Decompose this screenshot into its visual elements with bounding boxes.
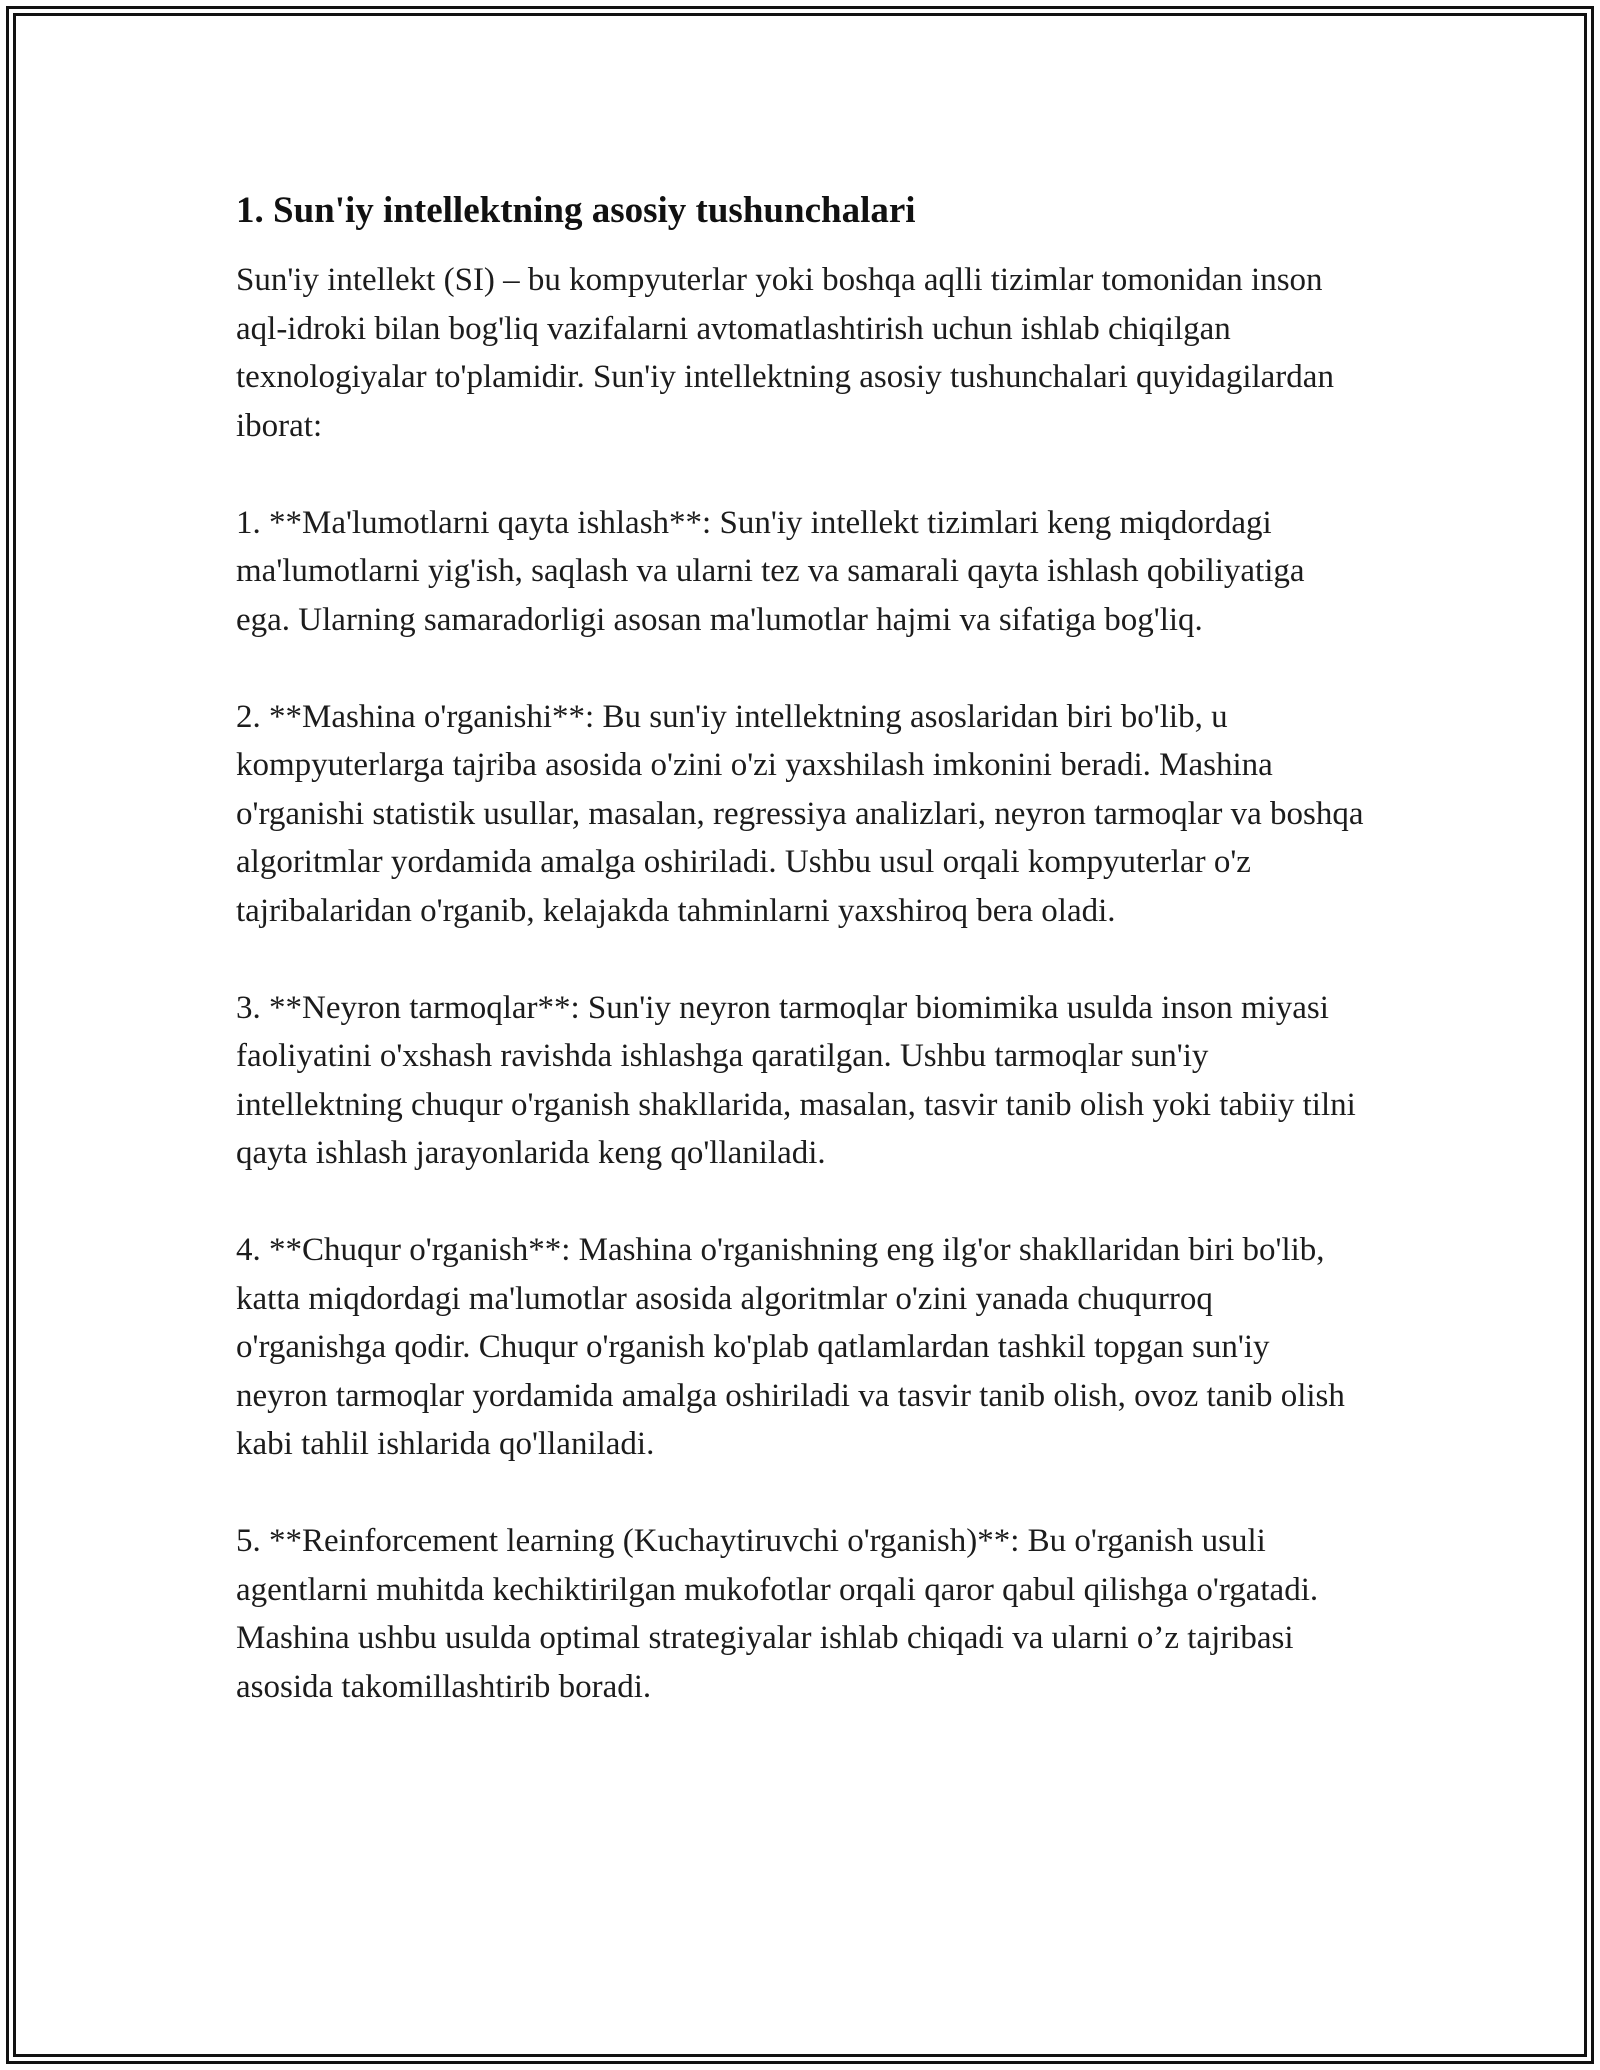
intro-paragraph: Sun'iy intellekt (SI) – bu kompyuterlar yoki boshqa aqlli tizimlar tomonidan inson aql-idroki bilan bog'liq vazifalarni avtomatlashtirish uchun ishlab chiqilgan texnologiyalar to'plamidir. Sun'iy intellektning asosiy tushunchalari quyidagilardan iborat: — [236, 262, 1334, 444]
document-body — [236, 186, 1366, 1711]
list-item: 5. **Reinforcement learning (Kuchaytiruvchi o'rganish)**: Bu o'rganish usuli agentlarni muhitda kechiktirilgan mukofotlar orqali qaror qabul qilishga o'rgatadi. Mashina ushbu usulda optimal strategiyalar ishlab chiqadi va ularni o’z tajribasi asosida takomillashtirib boradi. — [236, 1523, 1319, 1705]
list-item: 1. **Ma'lumotlarni qayta ishlash**: Sun'iy intellekt tizimlari keng miqdordagi ma'lumotlarni yig'ish, saqlash va ularni tez va samarali qayta ishlash qobiliyatiga ega. Ularning samaradorligi asosan ma'lumotlar hajmi va sifatiga bog'liq. — [236, 504, 1305, 638]
list-item: 4. **Chuqur o'rganish**: Mashina o'rganishning eng ilg'or shakllaridan biri bo'lib, katta miqdordagi ma'lumotlar asosida algoritmlar o'zini yanada chuqurroq o'rganishga qodir. Chuqur o'rganish ko'plab qatlamlardan tashkil topgan sun'iy neyron tarmoqlar yordamida amalga oshiriladi va tasvir tanib olish, ovoz tanib olish kabi tahlil ishlarida qo'llaniladi. — [236, 1232, 1345, 1462]
section-title: 1. Sun'iy intellektning asosiy tushunchalari — [236, 190, 916, 231]
list-item: 3. **Neyron tarmoqlar**: Sun'iy neyron tarmoqlar biomimika usulda inson miyasi faoliyatini o'xshash ravishda ishlashga qaratilgan. Ushbu tarmoqlar sun'iy intellektning chuqur o'rganish shakllarida, masalan, tasvir tanib olish yoki tabiiy tilni qayta ishlash jarayonlarida keng qo'llaniladi. — [236, 989, 1356, 1171]
list-item: 2. **Mashina o'rganishi**: Bu sun'iy intellektning asoslaridan biri bo'lib, u kompyuterlarga tajriba asosida o'zini o'zi yaxshilash imkonini beradi. Mashina o'rganishi statistik usullar, masalan, regressiya analizlari, neyron tarmoqlar va boshqa algoritmlar yordamida amalga oshiriladi. Ushbu usul orqali kompyuterlar o'z tajribalaridan o'rganib, kelajakda tahminlarni yaxshiroq bera oladi. — [236, 698, 1364, 929]
